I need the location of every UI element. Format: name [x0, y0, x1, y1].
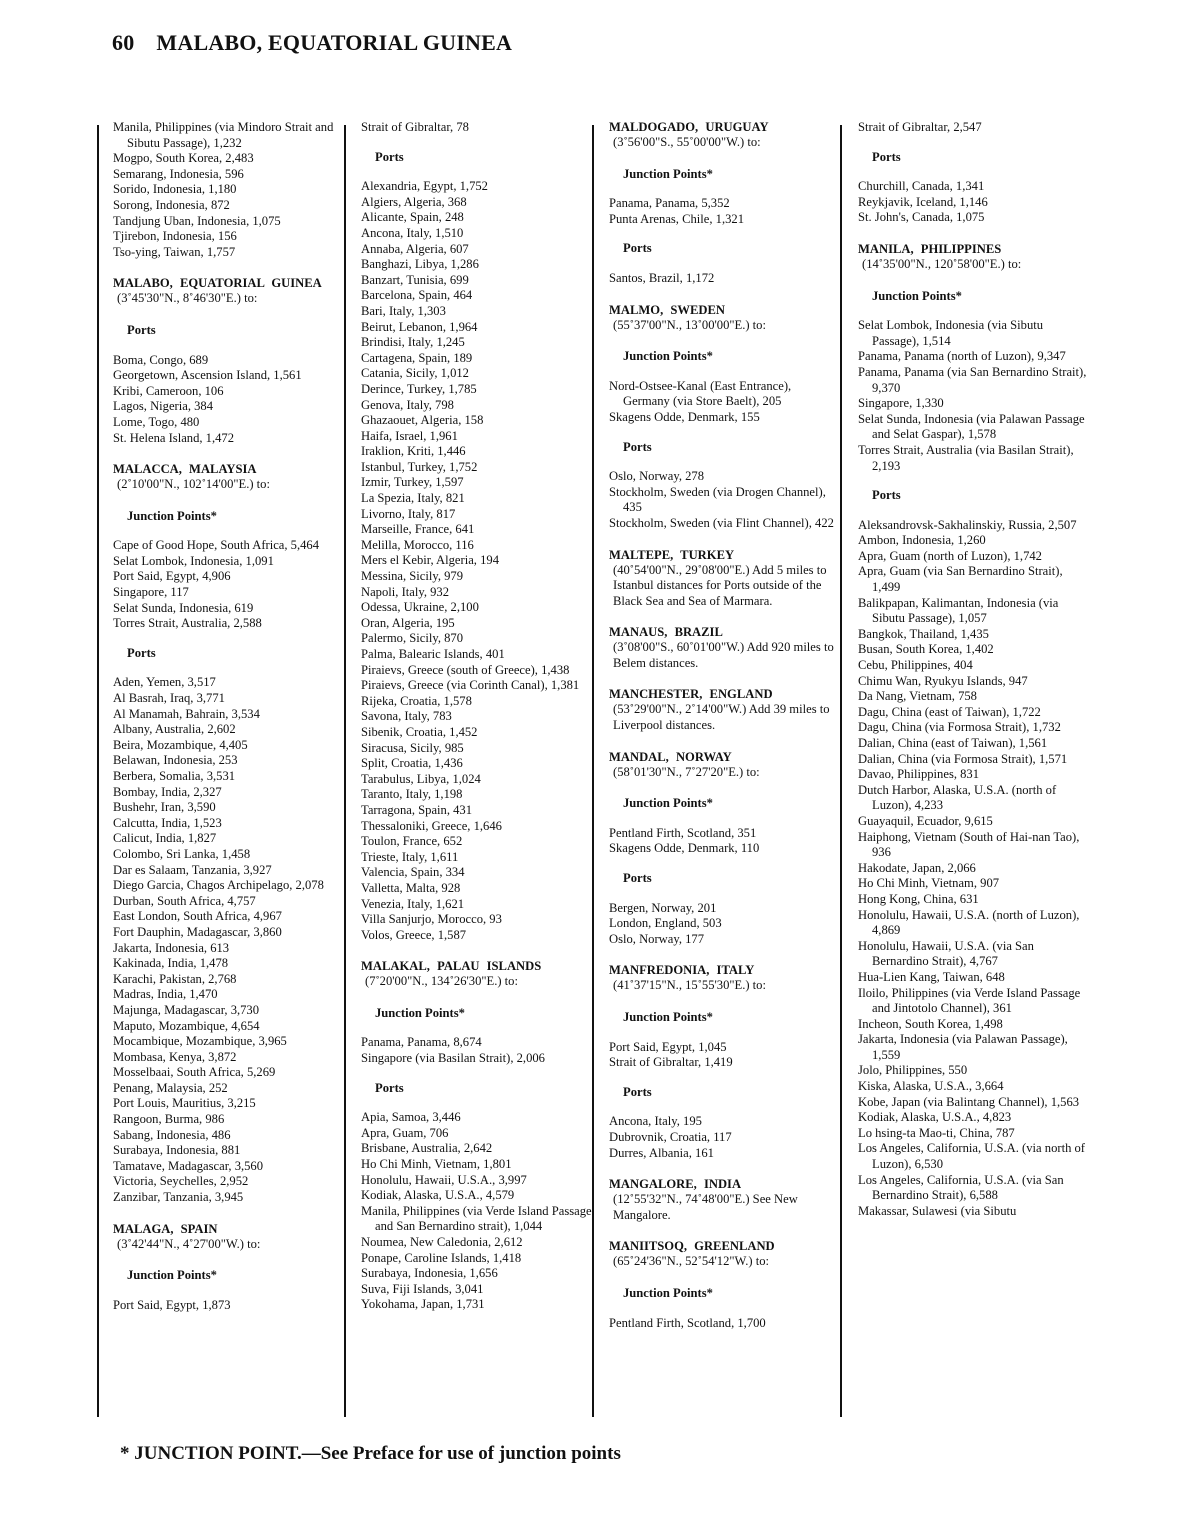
entry: Incheon, South Korea, 1,498 — [858, 1016, 1003, 1031]
entry: Boma, Congo, 689 — [113, 352, 209, 367]
entry: Selat Sunda, Indonesia, 619 — [113, 600, 254, 615]
entry: Strait of Gibraltar, 2,547 — [858, 120, 982, 134]
section-coordinates: (3˚45'30"N., 8˚46'30"E.) to: — [117, 291, 258, 306]
entry: Punta Arenas, Chile, 1,321 — [609, 211, 745, 226]
entry: Banghazi, Libya, 1,286 — [361, 257, 479, 272]
entry: Toulon, France, 652 — [361, 834, 463, 849]
entry: Guayaquil, Ecuador, 9,615 — [858, 813, 993, 828]
entry: Singapore (via Basilan Strait), 2,006 — [361, 1051, 545, 1066]
entry: Albany, Australia, 2,602 — [113, 722, 236, 737]
section-coordinates: (7˚20'00"N., 134˚26'30"E.) to: — [365, 974, 518, 989]
subsection-label: Junction Points* — [127, 1268, 217, 1283]
entry: Dagu, China (via Formosa Strait), 1,732 — [858, 720, 1061, 735]
section-coordinates: (41˚37'15"N., 15˚55'30"E.) to: — [613, 978, 766, 993]
section-heading: MALDOGADO, URUGUAY — [609, 120, 769, 134]
entry: Durres, Albania, 161 — [609, 1145, 714, 1160]
section-coordinates: (3˚08'00"S., 60˚01'00"W.) Add 920 miles to Belem distances. — [613, 640, 834, 670]
entry: Ancona, Italy, 1,510 — [361, 225, 464, 240]
section-heading: MALABO, EQUATORIAL GUINEA — [113, 276, 322, 291]
entry: Selat Lombok, Indonesia, 1,091 — [113, 553, 274, 568]
entry: Apra, Guam (north of Luzon), 1,742 — [858, 548, 1042, 563]
entry: Izmir, Turkey, 1,597 — [361, 475, 464, 490]
section-heading: MALAGA, SPAIN — [113, 1221, 218, 1236]
entry: Dutch Harbor, Alaska, U.S.A. (north of Luzon), 4,233 — [858, 782, 1057, 813]
entry: Los Angeles, California, U.S.A. (via north of Luzon), 6,530 — [858, 1141, 1086, 1172]
entry: Taranto, Italy, 1,198 — [361, 787, 463, 802]
entry: Ambon, Indonesia, 1,260 — [858, 533, 986, 548]
entry: Algiers, Algeria, 368 — [361, 194, 467, 209]
entry: Los Angeles, California, U.S.A. (via San Bernardino Strait), 6,588 — [858, 1172, 1064, 1203]
section-coordinates: (53˚29'00"N., 2˚14'00"W.) Add 39 miles to Liverpool distances. — [613, 702, 830, 733]
entry: Piraievs, Greece (via Corinth Canal), 1,381 — [361, 678, 580, 693]
subsection-label: Ports — [127, 322, 156, 337]
entry: Jakarta, Indonesia (via Palawan Passage), 1,559 — [858, 1032, 1068, 1062]
entry: Karachi, Pakistan, 2,768 — [113, 971, 237, 986]
entry: Kiska, Alaska, U.S.A., 3,664 — [858, 1079, 1004, 1094]
entry: Berbera, Somalia, 3,531 — [113, 769, 236, 783]
entry: Noumea, New Caledonia, 2,612 — [361, 1235, 523, 1249]
entry: Surabaya, Indonesia, 881 — [113, 1143, 241, 1158]
entry: Calcutta, India, 1,523 — [113, 815, 222, 830]
entry: Torres Strait, Australia (via Basilan Strait), 2,193 — [858, 442, 1074, 473]
subsection-label: Junction Points* — [623, 1010, 713, 1024]
entry: Strait of Gibraltar, 78 — [361, 120, 469, 134]
entry: Strait of Gibraltar, 1,419 — [609, 1055, 733, 1070]
entry: Kobe, Japan (via Balintang Channel), 1,563 — [858, 1094, 1080, 1109]
entry: Brindisi, Italy, 1,245 — [361, 335, 465, 350]
column-2 — [361, 120, 593, 1313]
entry: Mosselbaai, South Africa, 5,269 — [113, 1065, 276, 1080]
entry: Palermo, Sicily, 870 — [361, 631, 464, 646]
entry: Surabaya, Indonesia, 1,656 — [361, 1266, 498, 1281]
entry: Chimu Wan, Ryukyu Islands, 947 — [858, 673, 1028, 688]
entry: Split, Croatia, 1,436 — [361, 756, 463, 771]
entry: Stockholm, Sweden (via Drogen Channel), 435 — [609, 484, 826, 515]
entry: Ho Chi Minh, Vietnam, 1,801 — [361, 1157, 512, 1172]
entry: Bergen, Norway, 201 — [609, 900, 717, 915]
entry: Stockholm, Sweden (via Flint Channel), 422 — [609, 515, 834, 530]
entry: Panama, Panama (via San Bernardino Strait), 9,370 — [858, 364, 1087, 395]
entry: La Spezia, Italy, 821 — [361, 491, 465, 506]
entry: Savona, Italy, 783 — [361, 709, 452, 724]
entry: Durban, South Africa, 4,757 — [113, 893, 256, 908]
entry: Livorno, Italy, 817 — [361, 506, 456, 521]
entry: Mocambique, Mozambique, 3,965 — [113, 1034, 287, 1049]
entry: Villa Sanjurjo, Morocco, 93 — [361, 912, 502, 927]
entry: Piraievs, Greece (south of Greece), 1,438 — [361, 662, 570, 677]
entry: Manila, Philippines (via Mindoro Strait and Sibutu Passage), 1,232 — [113, 120, 334, 150]
section-heading: MALACCA, MALAYSIA — [113, 462, 257, 477]
entry: St. Helena Island, 1,472 — [113, 430, 235, 445]
entry: Churchill, Canada, 1,341 — [858, 179, 985, 194]
entry: Napoli, Italy, 932 — [361, 584, 450, 599]
entry: Beirut, Lebanon, 1,964 — [361, 319, 478, 334]
subsection-label: Junction Points* — [623, 166, 713, 181]
entry: Hakodate, Japan, 2,066 — [858, 860, 976, 875]
entry: Lagos, Nigeria, 384 — [113, 399, 214, 414]
entry: Annaba, Algeria, 607 — [361, 241, 469, 256]
entry: Colombo, Sri Lanka, 1,458 — [113, 846, 251, 861]
entry: Manila, Philippines (via Verde Island Passage and San Bernardino strait), 1,044 — [361, 1203, 592, 1234]
section-heading: MALAKAL, PALAU ISLANDS — [361, 959, 542, 974]
entry: Alicante, Spain, 248 — [361, 210, 464, 225]
entry: Tso-ying, Taiwan, 1,757 — [113, 244, 236, 259]
entry: Mombasa, Kenya, 3,872 — [113, 1049, 237, 1064]
entry: Fort Dauphin, Madagascar, 3,860 — [113, 924, 282, 939]
entry: Brisbane, Australia, 2,642 — [361, 1141, 493, 1156]
entry: Pentland Firth, Scotland, 351 — [609, 825, 757, 840]
entry: Sibenik, Croatia, 1,452 — [361, 724, 478, 739]
entry: Ponape, Caroline Islands, 1,418 — [361, 1250, 522, 1265]
subsection-label: Ports — [623, 1084, 652, 1099]
entry: Al Manamah, Bahrain, 3,534 — [113, 706, 260, 721]
entry: Honolulu, Hawaii, U.S.A. (via San Bernardino Strait), 4,767 — [858, 938, 1034, 969]
entry: Kodiak, Alaska, U.S.A., 4,823 — [858, 1110, 1012, 1125]
entry: Dalian, China (via Formosa Strait), 1,571 — [858, 751, 1068, 766]
entry: Skagens Odde, Denmark, 110 — [609, 841, 760, 856]
entry: Penang, Malaysia, 252 — [113, 1080, 228, 1095]
entry: Volos, Greece, 1,587 — [361, 927, 467, 942]
entry: Maputo, Mozambique, 4,654 — [113, 1018, 260, 1033]
entry: Jolo, Philippines, 550 — [858, 1063, 968, 1078]
entry: Bari, Italy, 1,303 — [361, 303, 446, 318]
section-heading: MANGALORE, INDIA — [609, 1177, 742, 1192]
entry: Apia, Samoa, 3,446 — [361, 1110, 461, 1125]
entry: Iraklion, Kriti, 1,446 — [361, 444, 466, 459]
entry: Bangkok, Thailand, 1,435 — [858, 626, 989, 641]
entry: Beira, Mozambique, 4,405 — [113, 737, 248, 752]
entry: Mogpo, South Korea, 2,483 — [113, 151, 254, 166]
entry: Skagens Odde, Denmark, 155 — [609, 409, 760, 424]
entry: Port Louis, Mauritius, 3,215 — [113, 1096, 256, 1111]
section-heading: MANDAL, NORWAY — [609, 749, 732, 764]
entry: Sorido, Indonesia, 1,180 — [113, 182, 237, 197]
entry: Pentland Firth, Scotland, 1,700 — [609, 1315, 766, 1330]
section-coordinates: (2˚10'00"N., 102˚14'00"E.) to: — [117, 477, 270, 492]
entry: Dubrovnik, Croatia, 117 — [609, 1129, 732, 1144]
section-heading: MALTEPE, TURKEY — [609, 547, 735, 562]
entry: Derince, Turkey, 1,785 — [361, 381, 477, 396]
entry: Venezia, Italy, 1,621 — [361, 896, 465, 911]
entry: Marseille, France, 641 — [361, 522, 475, 537]
column-rule-1 — [97, 125, 99, 1417]
entry: Selat Sunda, Indonesia (via Palawan Passage and Selat Gaspar), 1,578 — [858, 411, 1085, 442]
entry: Diego Garcia, Chagos Archipelago, 2,078 — [113, 878, 324, 893]
section-heading: MANFREDONIA, ITALY — [609, 963, 755, 978]
entry: Nord-Ostsee-Kanal (East Entrance), Germany (via Store Baelt), 205 — [609, 378, 792, 409]
section-coordinates: (12˚55'32"N., 74˚48'00"E.) See New Mangalore. — [613, 1192, 798, 1222]
entry: Da Nang, Vietnam, 758 — [858, 689, 977, 704]
entry: Hua-Lien Kang, Taiwan, 648 — [858, 969, 1005, 984]
entry: Melilla, Morocco, 116 — [361, 537, 474, 552]
entry: Bombay, India, 2,327 — [113, 784, 222, 799]
entry: Belawan, Indonesia, 253 — [113, 753, 238, 768]
entry: Singapore, 1,330 — [858, 396, 944, 411]
entry: Oslo, Norway, 278 — [609, 469, 705, 484]
entry: Selat Lombok, Indonesia (via Sibutu Passage), 1,514 — [858, 318, 1044, 348]
entry: Suva, Fiji Islands, 3,041 — [361, 1281, 484, 1296]
section-heading: MALMO, SWEDEN — [609, 302, 725, 317]
entry: Honolulu, Hawaii, U.S.A., 3,997 — [361, 1172, 527, 1187]
entry: Port Said, Egypt, 1,873 — [113, 1297, 231, 1312]
entry: Ghazaouet, Algeria, 158 — [361, 413, 484, 428]
page-number: 60 — [112, 30, 135, 55]
entry: Torres Strait, Australia, 2,588 — [113, 616, 262, 631]
subsection-label: Junction Points* — [375, 1005, 465, 1020]
entry: Yokohama, Japan, 1,731 — [361, 1297, 485, 1312]
entry: Sorong, Indonesia, 872 — [113, 197, 230, 212]
entry: Busan, South Korea, 1,402 — [858, 642, 994, 657]
entry: Victoria, Seychelles, 2,952 — [113, 1174, 249, 1189]
entry: Port Said, Egypt, 1,045 — [609, 1039, 727, 1054]
entry: Panama, Panama (north of Luzon), 9,347 — [858, 349, 1066, 364]
entry: Cebu, Philippines, 404 — [858, 658, 973, 673]
entry: Oslo, Norway, 177 — [609, 931, 705, 946]
entry: Haiphong, Vietnam (South of Hai-nan Tao), 936 — [858, 829, 1080, 860]
entry: Davao, Philippines, 831 — [858, 767, 980, 782]
entry: Balikpapan, Kalimantan, Indonesia (via Sibutu Passage), 1,057 — [858, 595, 1059, 626]
entry: Jakarta, Indonesia, 613 — [113, 940, 230, 955]
page-header — [112, 30, 512, 56]
section-coordinates: (65˚24'36"N., 52˚54'12"W.) to: — [613, 1254, 770, 1269]
entry: Lome, Togo, 480 — [113, 414, 200, 429]
entry: Sabang, Indonesia, 486 — [113, 1127, 231, 1142]
entry: Port Said, Egypt, 4,906 — [113, 569, 231, 584]
entry: Aden, Yemen, 3,517 — [113, 675, 216, 690]
entry: Oran, Algeria, 195 — [361, 615, 455, 630]
section-coordinates: (40˚54'00"N., 29˚08'00"E.) Add 5 miles to Istanbul distances for Ports outside of the Black Sea and Sea of Marmara. — [613, 562, 827, 608]
entry: Siracusa, Sicily, 985 — [361, 740, 464, 755]
entry: Haifa, Israel, 1,961 — [361, 428, 458, 443]
entry: Cartagena, Spain, 189 — [361, 350, 473, 365]
subsection-label: Junction Points* — [623, 796, 713, 811]
entry: Genova, Italy, 798 — [361, 397, 454, 412]
entry: Semarang, Indonesia, 596 — [113, 166, 244, 181]
entry: Zanzibar, Tanzania, 3,945 — [113, 1190, 244, 1205]
entry: Bushehr, Iran, 3,590 — [113, 800, 216, 815]
column-4 — [858, 120, 1090, 1219]
subsection-label: Ports — [623, 439, 652, 454]
section-coordinates: (3˚56'00"S., 55˚00'00"W.) to: — [613, 135, 761, 149]
subsection-label: Junction Points* — [872, 288, 962, 303]
entry: Dar es Salaam, Tanzania, 3,927 — [113, 862, 272, 877]
entry: Palma, Balearic Islands, 401 — [361, 647, 505, 661]
entry: Madras, India, 1,470 — [113, 987, 218, 1002]
subsection-label: Ports — [623, 871, 652, 886]
entry: Istanbul, Turkey, 1,752 — [361, 459, 478, 474]
entry: Tarabulus, Libya, 1,024 — [361, 771, 481, 786]
section-heading: MANIITSOQ, GREENLAND — [609, 1239, 775, 1254]
section-coordinates: (3˚42'44"N., 4˚27'00"W.) to: — [117, 1236, 261, 1251]
column-1 — [113, 120, 345, 1313]
entry: Tandjung Uban, Indonesia, 1,075 — [113, 213, 281, 228]
entry: Singapore, 117 — [113, 585, 189, 600]
entry: Cape of Good Hope, South Africa, 5,464 — [113, 538, 320, 553]
entry: Calicut, India, 1,827 — [113, 831, 217, 846]
entry: London, England, 503 — [609, 916, 722, 931]
subsection-label: Ports — [872, 149, 901, 164]
entry: St. John's, Canada, 1,075 — [858, 210, 985, 225]
subsection-label: Junction Points* — [623, 1285, 713, 1300]
section-coordinates: (14˚35'00"N., 120˚58'00"E.) to: — [862, 256, 1022, 271]
section-heading: MANAUS, BRAZIL — [609, 625, 723, 640]
entry: Apra, Guam (via San Bernardino Strait), 1,499 — [858, 564, 1063, 595]
section-heading: MANILA, PHILIPPINES — [858, 241, 1002, 256]
section-heading: MANCHESTER, ENGLAND — [609, 687, 773, 702]
entry: Dagu, China (east of Taiwan), 1,722 — [858, 704, 1041, 719]
entry: Panama, Panama, 5,352 — [609, 196, 730, 211]
entry: Tarragona, Spain, 431 — [361, 802, 473, 817]
entry: Ancona, Italy, 195 — [609, 1114, 702, 1129]
entry: East London, South Africa, 4,967 — [113, 909, 282, 924]
entry: Lo hsing-ta Mao-ti, China, 787 — [858, 1125, 1015, 1140]
entry: Reykjavik, Iceland, 1,146 — [858, 194, 988, 209]
subsection-label: Junction Points* — [127, 508, 217, 523]
entry: Dalian, China (east of Taiwan), 1,561 — [858, 736, 1048, 750]
entry: Valencia, Spain, 334 — [361, 865, 465, 880]
entry: Kribi, Cameroon, 106 — [113, 383, 224, 398]
entry: Iloilo, Philippines (via Verde Island Passage and Jintotolo Channel), 361 — [858, 985, 1081, 1016]
entry: Tjirebon, Indonesia, 156 — [113, 229, 237, 244]
entry: Tamatave, Madagascar, 3,560 — [113, 1158, 264, 1173]
entry: Makassar, Sulawesi (via Sibutu — [858, 1203, 1017, 1218]
entry: Rijeka, Croatia, 1,578 — [361, 693, 472, 708]
subsection-label: Ports — [127, 645, 156, 660]
entry: Banzart, Tunisia, 699 — [361, 272, 469, 287]
entry: Panama, Panama, 8,674 — [361, 1035, 482, 1050]
entry: Valletta, Malta, 928 — [361, 880, 461, 895]
entry: Thessaloniki, Greece, 1,646 — [361, 818, 502, 833]
entry: Honolulu, Hawaii, U.S.A. (north of Luzon), 4,869 — [858, 907, 1080, 938]
entry: Barcelona, Spain, 464 — [361, 288, 473, 303]
subsection-label: Ports — [623, 241, 652, 256]
entry: Santos, Brazil, 1,172 — [609, 270, 715, 285]
entry: Catania, Sicily, 1,012 — [361, 366, 469, 381]
subsection-label: Ports — [375, 149, 404, 164]
entry: Rangoon, Burma, 986 — [113, 1112, 225, 1127]
footnote: * JUNCTION POINT.—See Preface for use of junction points — [120, 1443, 621, 1464]
entry: Aleksandrovsk-Sakhalinskiy, Russia, 2,507 — [858, 517, 1077, 532]
entry: Georgetown, Ascension Island, 1,561 — [113, 368, 302, 383]
entry: Ho Chi Minh, Vietnam, 907 — [858, 876, 1000, 891]
entry: Kodiak, Alaska, U.S.A., 4,579 — [361, 1188, 515, 1203]
subsection-label: Ports — [872, 488, 901, 503]
section-coordinates: (58˚01'30"N., 7˚27'20"E.) to: — [613, 764, 760, 779]
entry: Hong Kong, China, 631 — [858, 891, 979, 906]
entry: Trieste, Italy, 1,611 — [361, 849, 459, 864]
page-title: MALABO, EQUATORIAL GUINEA — [156, 30, 513, 55]
entry: Apra, Guam, 706 — [361, 1125, 449, 1140]
column-3 — [609, 120, 841, 1331]
entry: Majunga, Madagascar, 3,730 — [113, 1002, 260, 1017]
entry: Alexandria, Egypt, 1,752 — [361, 179, 488, 194]
entry: Kakinada, India, 1,478 — [113, 956, 229, 971]
subsection-label: Ports — [375, 1080, 404, 1095]
entry: Odessa, Ukraine, 2,100 — [361, 600, 479, 615]
section-coordinates: (55˚37'00"N., 13˚00'00"E.) to: — [613, 317, 766, 332]
subsection-label: Junction Points* — [623, 349, 713, 364]
entry: Mers el Kebir, Algeria, 194 — [361, 553, 499, 568]
entry: Al Basrah, Iraq, 3,771 — [113, 691, 225, 706]
entry: Messina, Sicily, 979 — [361, 569, 464, 584]
